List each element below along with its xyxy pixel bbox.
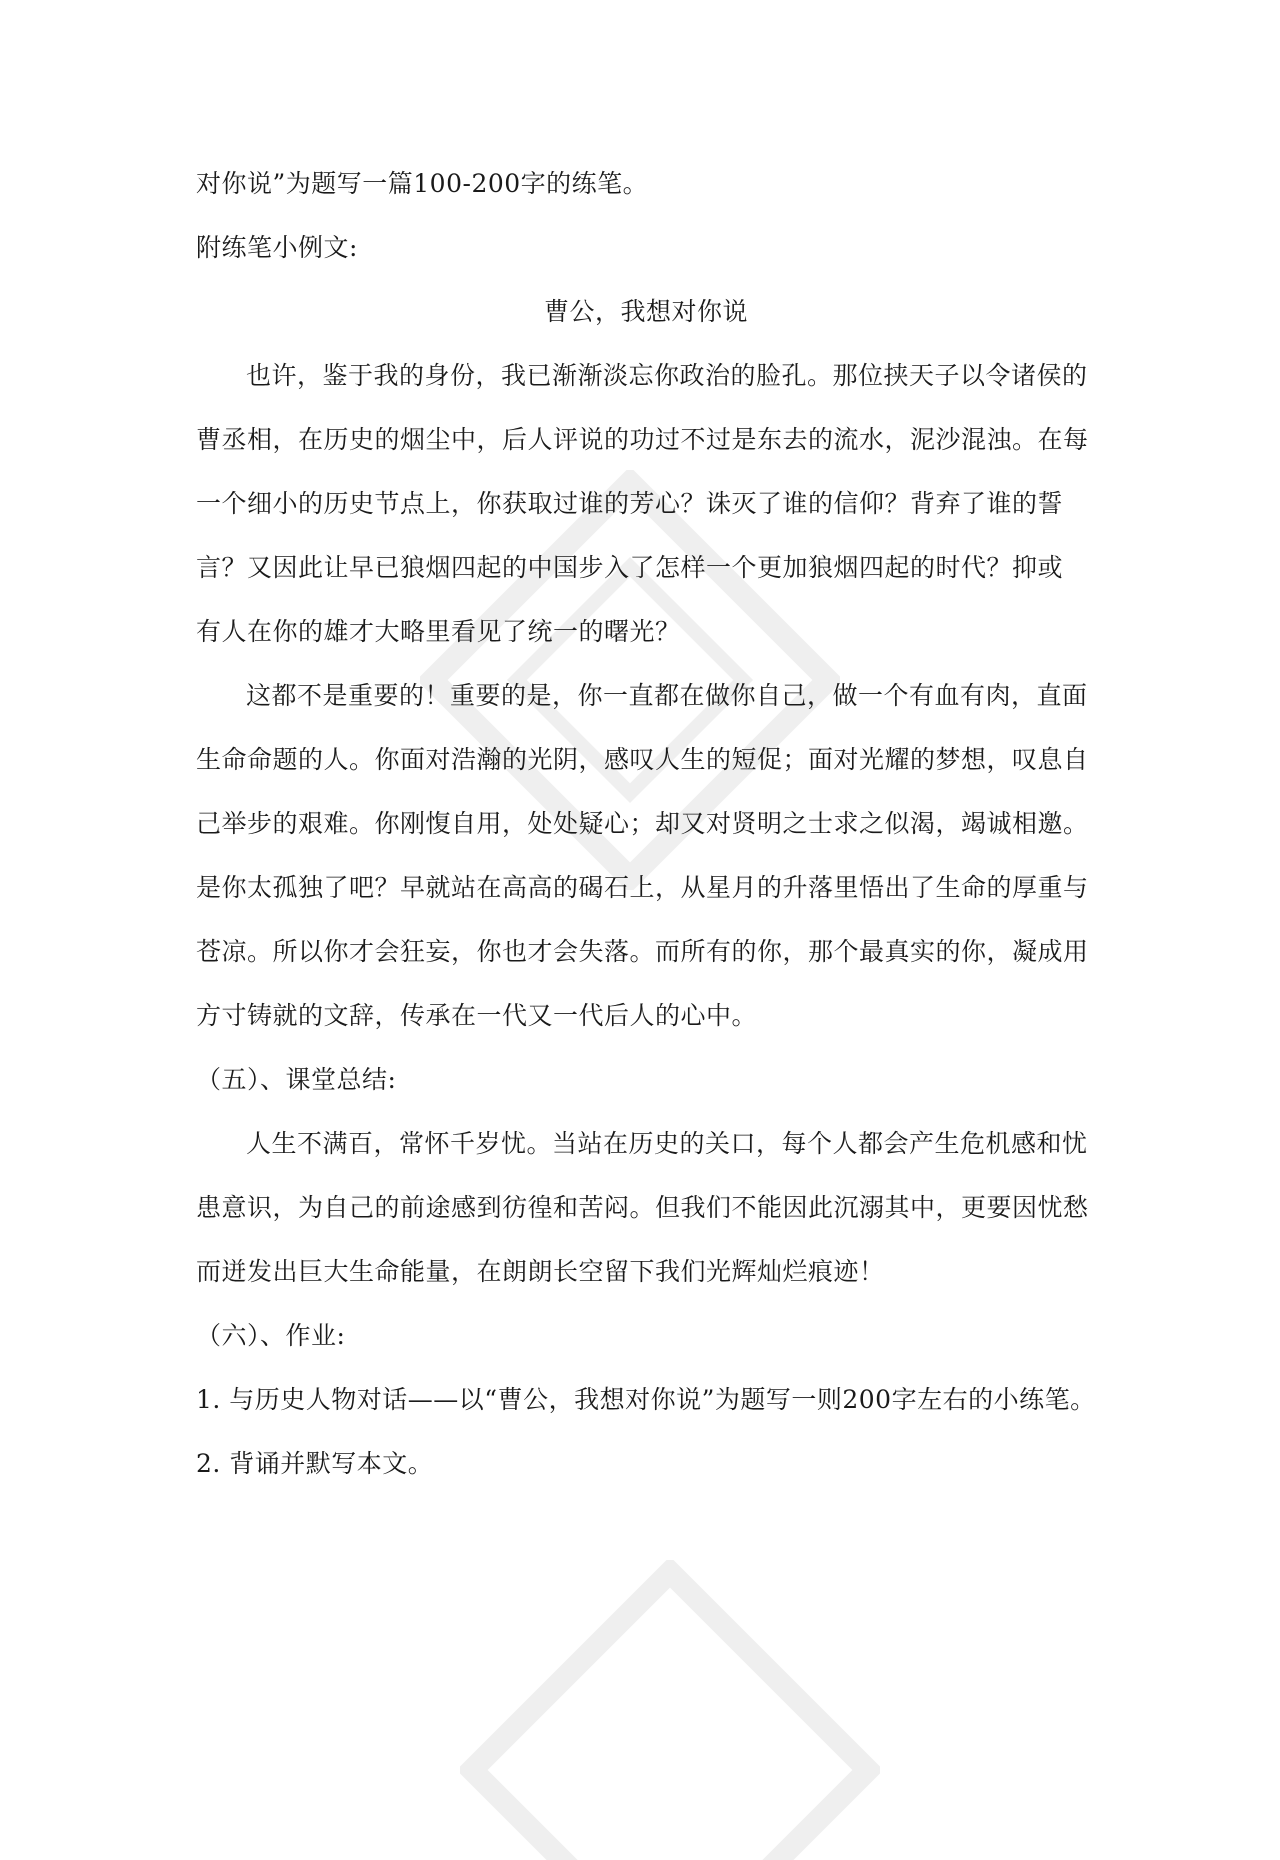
intro-line: 对你说”为题写一篇100-200字的练笔。 <box>196 169 649 198</box>
section-heading: （六）、作业: <box>196 1321 346 1350</box>
homework-item: 1. 与历史人物对话——以“曹公，我想对你说”为题写一则200字左右的小练笔。 <box>196 1385 1096 1414</box>
paragraph-line: 生命命题的人。你面对浩瀚的光阴，感叹人生的短促；面对光耀的梦想，叹息自 <box>196 745 1089 774</box>
paragraph-line: 曹丞相，在历史的烟尘中，后人评说的功过不过是东去的流水，泥沙混浊。在每 <box>196 425 1089 454</box>
document-body <box>196 152 1096 1496</box>
paragraph-line: 患意识，为自己的前途感到彷徨和苦闷。但我们不能因此沉溺其中，更要因忧愁 <box>196 1193 1089 1222</box>
paragraph-line: 方寸铸就的文辞，传承在一代又一代后人的心中。 <box>196 1001 758 1030</box>
paragraph-line: 而迸发出巨大生命能量，在朗朗长空留下我们光辉灿烂痕迹！ <box>196 1257 885 1286</box>
intro-line: 附练笔小例文: <box>196 233 358 262</box>
paragraph-line: 也许，鉴于我的身份，我已渐渐淡忘你政治的脸孔。那位挟天子以令诸侯的 <box>246 361 1088 390</box>
diamond-watermark-icon <box>460 1560 880 1860</box>
essay-paragraph-2 <box>196 664 1096 1048</box>
homework-list <box>196 1368 1096 1496</box>
homework-item: 2. 背诵并默写本文。 <box>196 1449 434 1478</box>
paragraph-line: 己举步的艰难。你刚愎自用，处处疑心；却又对贤明之士求之似渴，竭诚相邀。 <box>196 809 1089 838</box>
paragraph-line: 这都不是重要的！重要的是，你一直都在做你自己，做一个有血有肉，直面 <box>246 681 1088 710</box>
paragraph-line: 苍凉。所以你才会狂妄，你也才会失落。而所有的你，那个最真实的你，凝成用 <box>196 937 1089 966</box>
paragraph-line: 一个细小的历史节点上，你获取过谁的芳心？诛灭了谁的信仰？背弃了谁的誓 <box>196 489 1064 518</box>
paragraph-line: 是你太孤独了吧？早就站在高高的碣石上，从星月的升落里悟出了生命的厚重与 <box>196 873 1089 902</box>
summary-paragraph <box>196 1112 1096 1304</box>
paragraph-line: 人生不满百，常怀千岁忧。当站在历史的关口，每个人都会产生危机感和忧 <box>246 1129 1088 1158</box>
paragraph-line: 有人在你的雄才大略里看见了统一的曙光？ <box>196 617 681 646</box>
paragraph-line: 言？又因此让早已狼烟四起的中国步入了怎样一个更加狼烟四起的时代？抑或 <box>196 553 1064 582</box>
essay-title: 曹公，我想对你说 <box>543 297 748 326</box>
essay-paragraph-1 <box>196 344 1096 664</box>
section-heading: （五）、课堂总结: <box>196 1065 397 1094</box>
